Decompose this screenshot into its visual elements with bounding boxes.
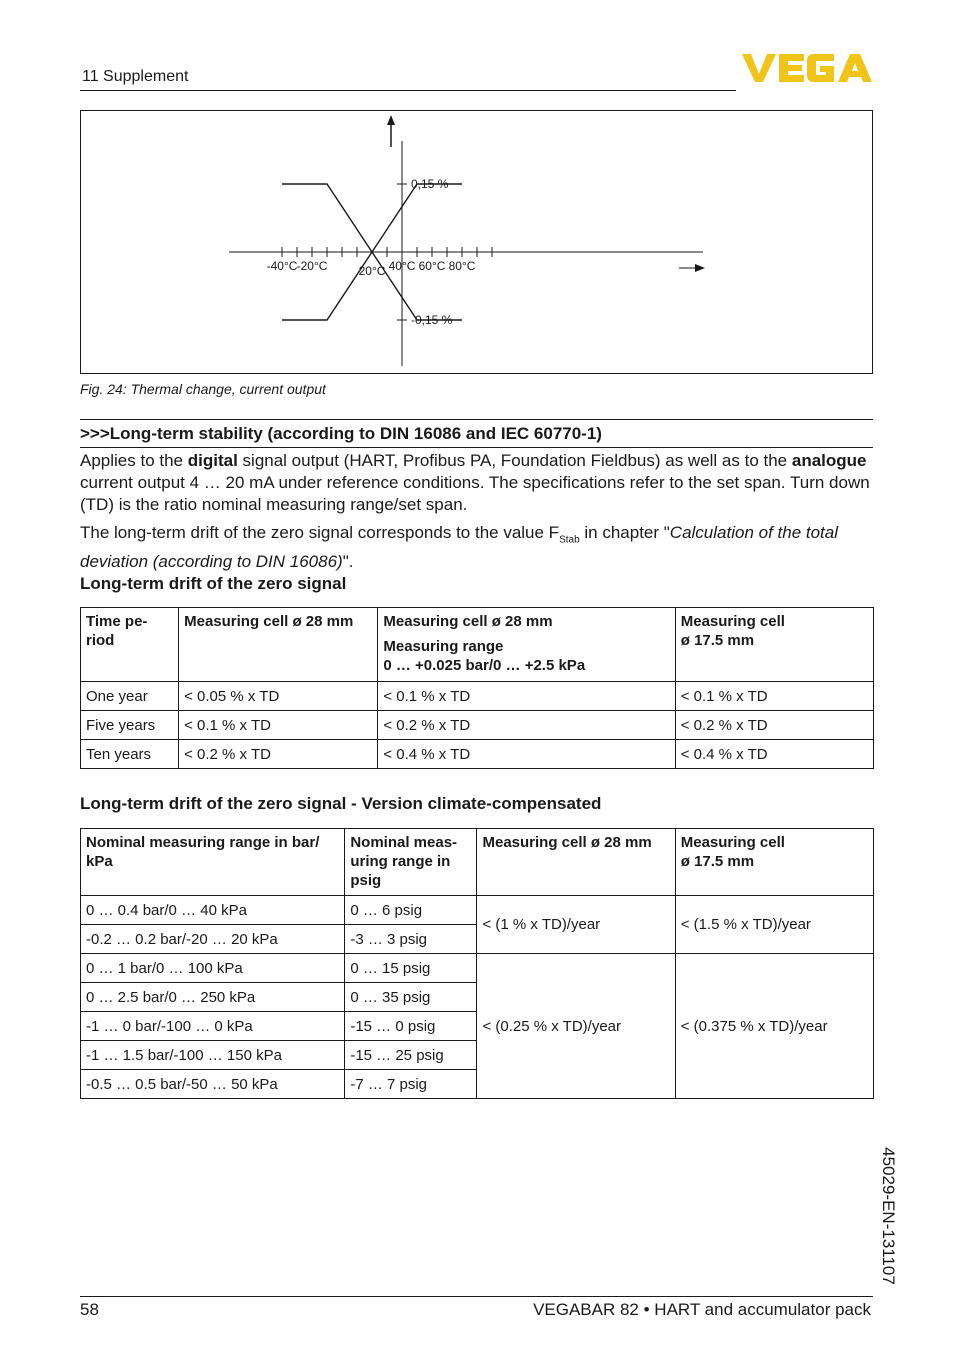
t2-r1-c1: -3 … 3 psig xyxy=(345,925,477,954)
x-tick-label: 80°C xyxy=(448,259,476,273)
t2-r1-c0: -0.2 … 0.2 bar/-20 … 20 kPa xyxy=(81,925,345,954)
t1-r0-c0: One year xyxy=(81,682,179,711)
t2-group1-cell175: < (1.5 % x TD)/year xyxy=(675,896,873,954)
table-row xyxy=(81,954,874,983)
p1-bold-digital: digital xyxy=(187,451,238,470)
t2-r0-c1: 0 … 6 psig xyxy=(345,896,477,925)
table2-title: Long-term drift of the zero signal - Version climate-compensated xyxy=(80,794,602,813)
figure-caption: Fig. 24: Thermal change, current output xyxy=(80,381,326,397)
t2-group1-cell28: < (1 % x TD)/year xyxy=(477,896,675,954)
table2-header-row xyxy=(81,829,874,896)
t1-r1-c0: Five years xyxy=(81,711,179,740)
footer-title: VEGABAR 82 • HART and accumulator pack xyxy=(533,1300,871,1319)
table1-header-row xyxy=(81,608,874,682)
y-axis-arrow xyxy=(387,115,395,125)
y-tick-label: -0,15 % xyxy=(411,313,453,327)
t1-header-range-value: Measuring range 0 … +0.025 bar/0 … +2.5 kPa xyxy=(383,638,586,674)
t2-r4-c1: -15 … 0 psig xyxy=(345,1012,477,1041)
table-row xyxy=(81,896,874,925)
vega-logo xyxy=(742,52,872,89)
t1-r0-c3: < 0.1 % x TD xyxy=(675,682,873,711)
t1-r2-c0: Ten years xyxy=(81,740,179,769)
figure-frame xyxy=(80,110,873,374)
document-code-text: 45029-EN-131107 xyxy=(879,1147,898,1285)
t1-header-time-period: Time pe- riod xyxy=(81,608,179,682)
y-tick-label: 0,15 % xyxy=(411,177,449,191)
section-bottom-rule xyxy=(80,447,873,448)
x-tick-label: -20°C xyxy=(296,259,328,273)
header-section-title: 11 Supplement xyxy=(82,68,189,85)
vega-logo-graphic xyxy=(742,52,872,84)
t2-r6-c1: -7 … 7 psig xyxy=(345,1070,477,1099)
t1-r2-c3: < 0.4 % x TD xyxy=(675,740,873,769)
t2-header-range-bar: Nominal measuring range in bar/ kPa xyxy=(81,829,345,896)
t1-r2-c2: < 0.4 % x TD xyxy=(378,740,675,769)
paragraph-applies xyxy=(80,450,873,516)
t2-header-cell175: Measuring cell ø 17.5 mm xyxy=(675,829,873,896)
thermal-change-chart xyxy=(81,111,872,373)
t1-r2-c1: < 0.2 % x TD xyxy=(179,740,378,769)
x-tick-label: 20°C xyxy=(358,264,386,278)
t2-group2-cell175: < (0.375 % x TD)/year xyxy=(675,954,873,1099)
x-tick-label: 40°C xyxy=(388,259,416,273)
page-number: 58 xyxy=(80,1300,99,1319)
p1-pre: Applies to the xyxy=(80,451,188,470)
x-tick-label: 60°C xyxy=(418,259,446,273)
paragraph-drift xyxy=(80,522,873,573)
series-upper-line xyxy=(282,184,462,252)
t2-r2-c0: 0 … 1 bar/0 … 100 kPa xyxy=(81,954,345,983)
t1-header-cell28-range xyxy=(378,608,675,682)
t2-header-range-psig: Nominal meas- uring range in psig xyxy=(345,829,477,896)
t1-header-cell175: Measuring cell ø 17.5 mm xyxy=(675,608,873,682)
t1-r1-c2: < 0.2 % x TD xyxy=(378,711,675,740)
t2-group2-cell28: < (0.25 % x TD)/year xyxy=(477,954,675,1099)
p2-pre: The long-term drift of the zero signal corresponds to the value F xyxy=(80,523,560,542)
t2-r3-c0: 0 … 2.5 bar/0 … 250 kPa xyxy=(81,983,345,1012)
table-zero-drift-climate xyxy=(80,828,874,1099)
t1-r1-c1: < 0.1 % x TD xyxy=(179,711,378,740)
p1-bold-analogue: analogue xyxy=(791,451,867,470)
t1-r0-c1: < 0.05 % x TD xyxy=(179,682,378,711)
t2-r5-c0: -1 … 1.5 bar/-100 … 150 kPa xyxy=(81,1041,345,1070)
table-row xyxy=(81,711,874,740)
section-heading: >>>Long-term stability (according to DIN 16086 and IEC 60770-1) xyxy=(80,424,602,443)
footer-rule xyxy=(80,1296,873,1297)
p1-mid: signal output (HART, Profibus PA, Foundation Fieldbus) as well as to the xyxy=(237,451,792,470)
t2-r5-c1: -15 … 25 psig xyxy=(345,1041,477,1070)
t1-r0-c2: < 0.1 % x TD xyxy=(378,682,675,711)
t1-r1-c3: < 0.2 % x TD xyxy=(675,711,873,740)
t2-r4-c0: -1 … 0 bar/-100 … 0 kPa xyxy=(81,1012,345,1041)
p2-mid: in chapter " xyxy=(579,523,670,542)
t2-r2-c1: 0 … 15 psig xyxy=(345,954,477,983)
p2-sub-stab: Stab xyxy=(559,534,580,546)
p2-italic-chapter: Calculation of the total deviation (according to DIN 16086) xyxy=(80,523,839,572)
t1-header-cell28-range-title: Measuring cell ø 28 mm xyxy=(383,613,553,630)
t2-r6-c0: -0.5 … 0.5 bar/-50 … 50 kPa xyxy=(81,1070,345,1099)
table-row xyxy=(81,740,874,769)
header-rule xyxy=(80,90,736,91)
t2-r0-c0: 0 … 0.4 bar/0 … 40 kPa xyxy=(81,896,345,925)
t2-header-cell28: Measuring cell ø 28 mm xyxy=(477,829,675,896)
table-row xyxy=(81,682,874,711)
table-zero-drift xyxy=(80,607,874,769)
p1-post: current output 4 … 20 mA under reference conditions. The specifications refer to the set span. Turn down (TD) is the ratio nominal measuring range/set span. xyxy=(80,473,870,514)
t1-header-cell28: Measuring cell ø 28 mm xyxy=(179,608,378,682)
x-tick-label: -40°C xyxy=(266,259,298,273)
document-code xyxy=(868,1136,908,1296)
p2-post: ". xyxy=(342,552,354,572)
table1-title: Long-term drift of the zero signal xyxy=(80,574,347,593)
t2-r3-c1: 0 … 35 psig xyxy=(345,983,477,1012)
section-top-rule xyxy=(80,419,873,420)
